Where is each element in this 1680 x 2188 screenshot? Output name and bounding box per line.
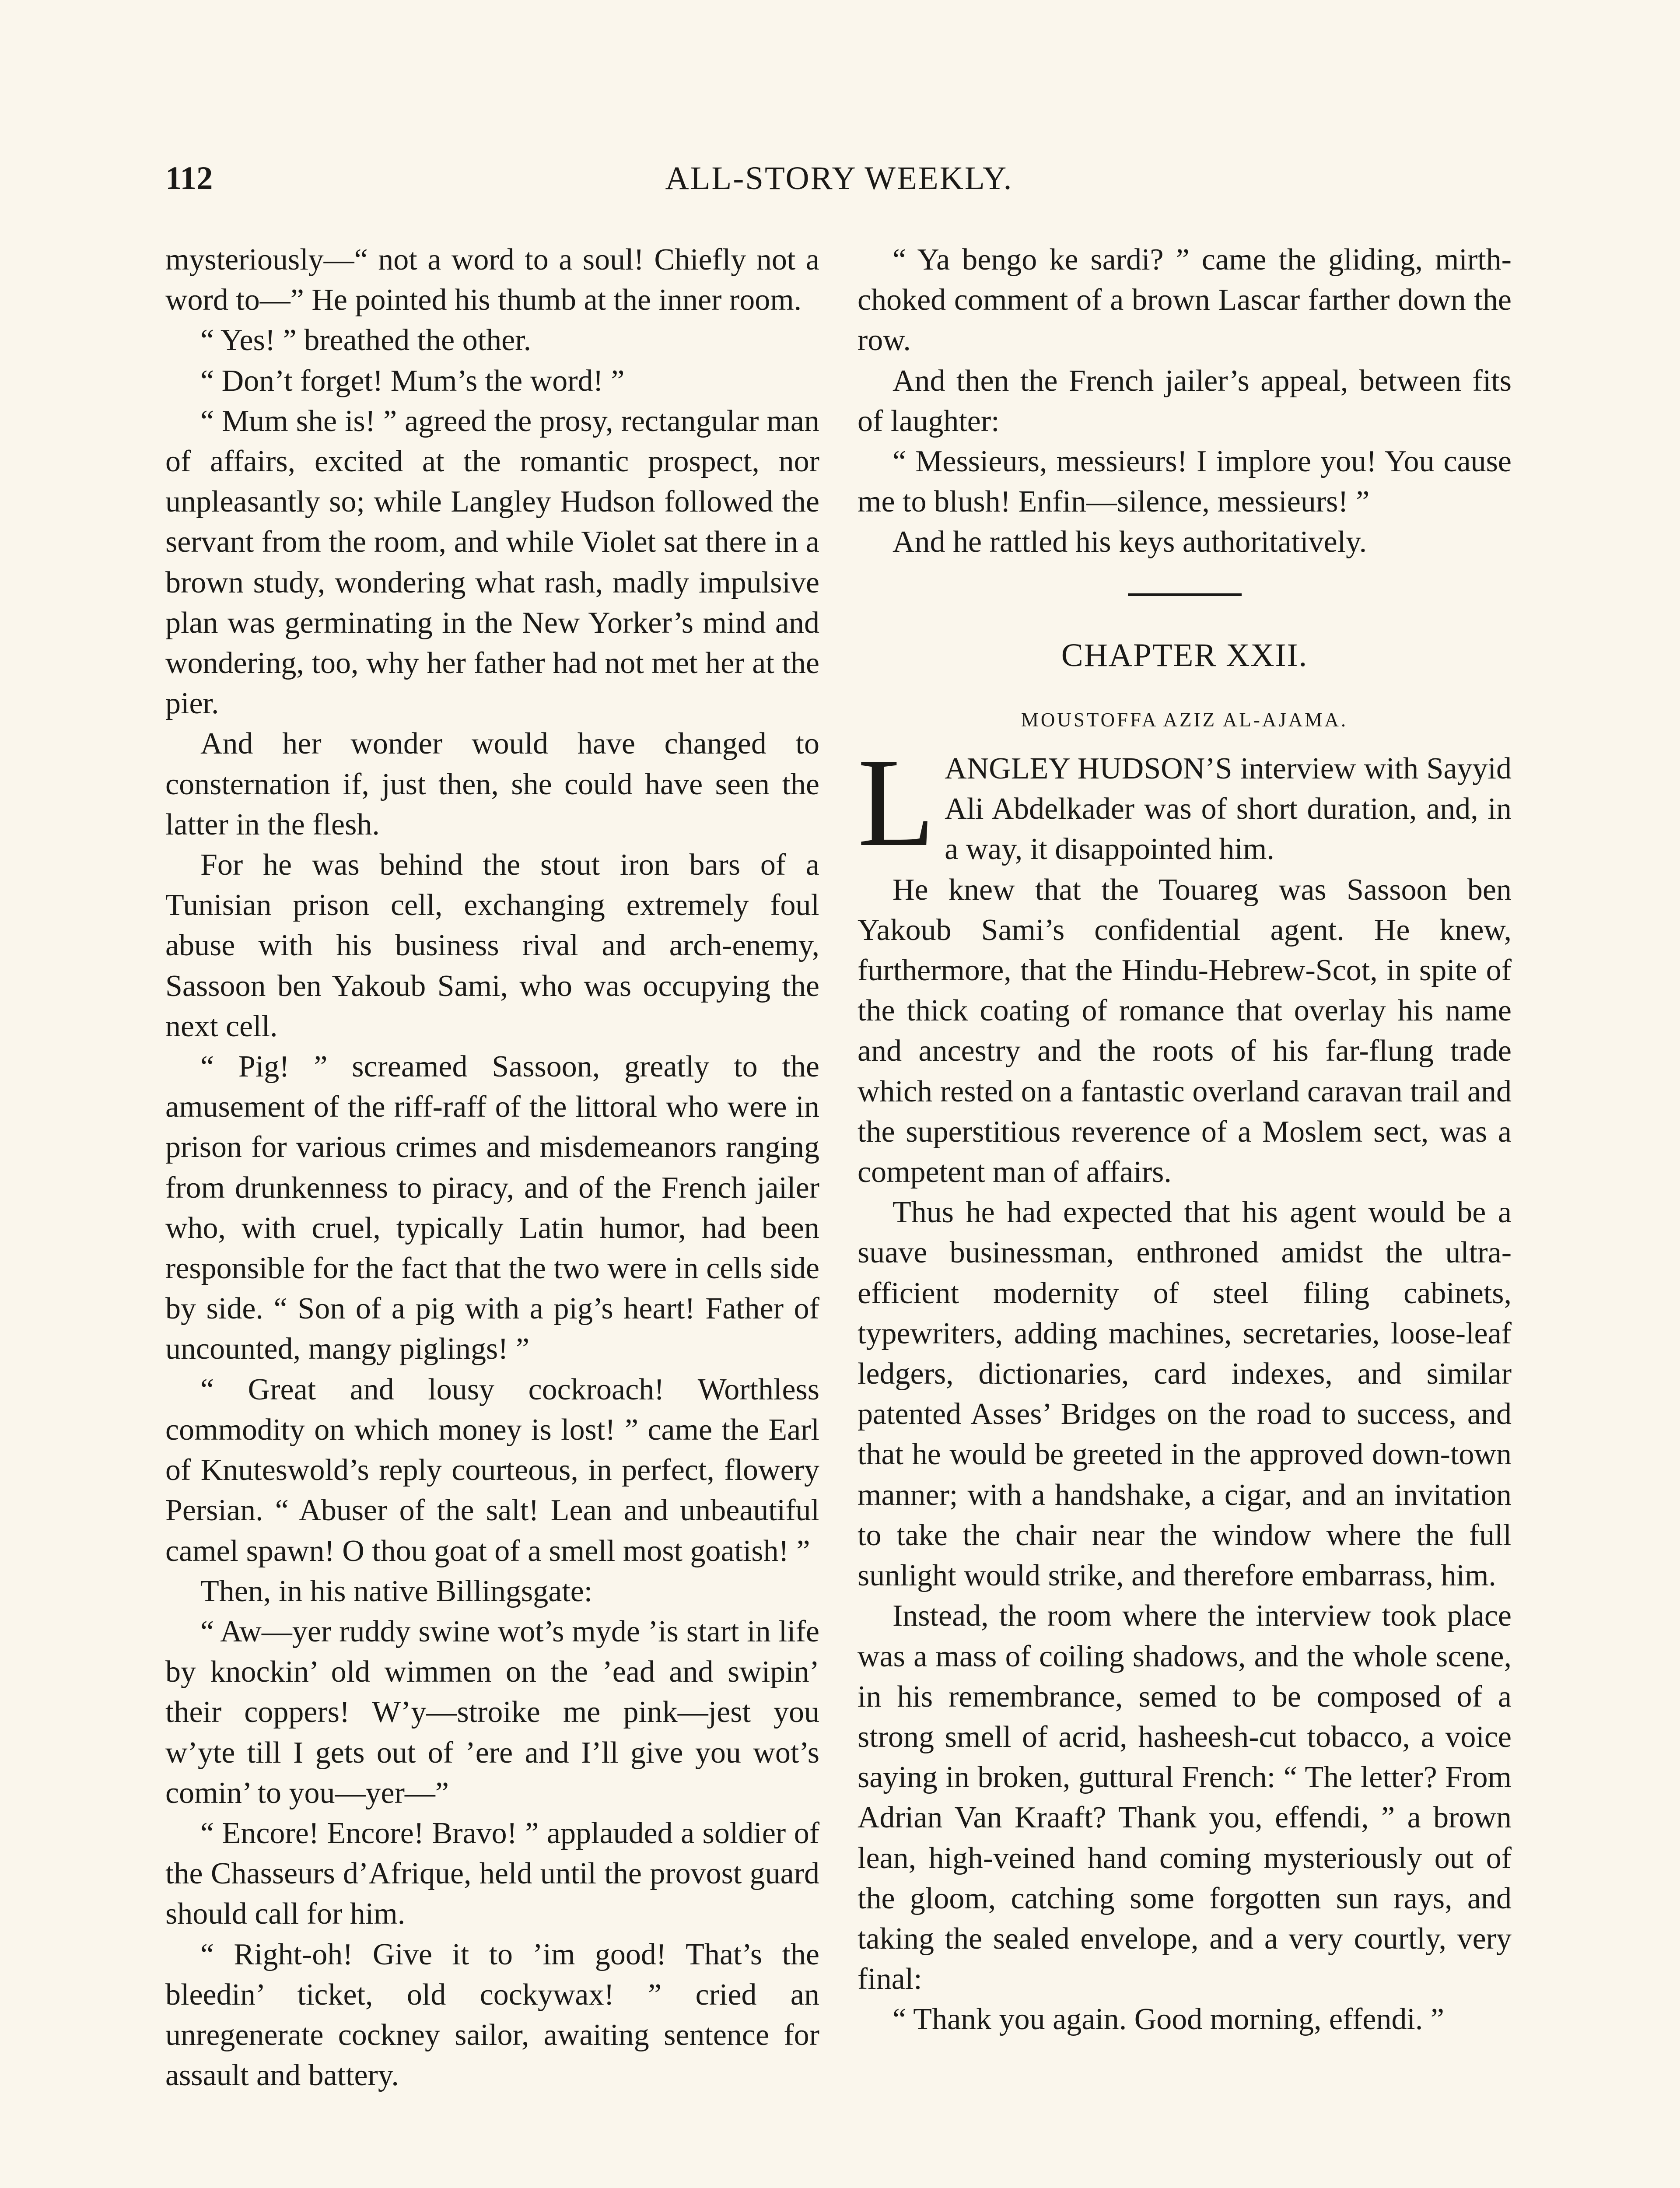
paragraph: “ Ya bengo ke sardi? ” came the gliding, mirth-choked comment of a brown Lascar farther down the row.	[858, 243, 1512, 358]
paragraph: And he rattled his keys authoritatively.	[892, 525, 1367, 559]
paragraph: Instead, the room where the interview took place was a mass of coiling shadows, and the whole scene, in his remembrance, semed to be composed of a strong smell of acrid, hasheesh-cut tobacco, a voice saying in broken, guttural French: “ The letter? From Adrian Van Kraaft? Thank you, effendi, ” a brown lean, high-veined hand coming mysteriously out of the gloom, catching some forgotten sun rays, and taking the sealed envelope, and a very courtly, very final:	[858, 1599, 1512, 1996]
paragraph: “ Aw—yer ruddy swine wot’s myde ’is start in life by knockin’ old wimmen on the ’ead and swipin’ their coppers! W’y—stroike me pink—jest you w’yte till I gets out of ’ere and I’ll give you wot’s comin’ to you—yer—”	[165, 1614, 819, 1810]
paragraph: And her wonder would have changed to consternation if, just then, she could have seen the latter in the flesh.	[165, 727, 819, 842]
paragraph: “ Don’t forget! Mum’s the word! ”	[200, 364, 625, 398]
paragraph: mysteriously—“ not a word to a soul! Chiefly not a word to—” He pointed his thumb at the inner room.	[165, 243, 819, 317]
paragraph: And then the French jailer’s appeal, between fits of laughter:	[858, 364, 1512, 438]
right-column	[858, 240, 1512, 2040]
section-divider	[1128, 593, 1242, 596]
paragraph: “ Mum she is! ” agreed the prosy, rectangular man of affairs, excited at the romantic prospect, nor unpleasantly so; while Langley Hudson followed the servant from the room, and while Violet sat there in a brown study, wondering what rash, madly impulsive plan was germinating in the New Yorker’s mind and wondering, too, why her father had not met her at the pier.	[165, 404, 819, 721]
paragraph: “ Right-oh! Give it to ’im good! That’s the bleedin’ ticket, old cockywax! ” cried an unregenerate cockney sailor, awaiting sentence for assault and battery.	[165, 1937, 819, 2093]
chapter-title: CHAPTER XXII.	[1061, 637, 1308, 673]
chapter-opening-text: ANGLEY HUDSON’S interview with Sayyid Ali Abdelkader was of short duration, and, in a way, it disappointed him.	[945, 752, 1512, 866]
paragraph: “ Thank you again. Good morning, effendi. ”	[892, 2002, 1444, 2037]
running-head: ALL-STORY WEEKLY.	[665, 160, 1013, 196]
chapter-subtitle: MOUSTOFFA AZIZ AL-AJAMA.	[1021, 708, 1348, 731]
paragraph: For he was behind the stout iron bars of a Tunisian prison cell, exchanging extremely foul abuse with his business rival and arch-enemy, Sassoon ben Yakoub Sami, who was occupying the next cell.	[165, 848, 819, 1043]
paragraph: Thus he had expected that his agent would be a suave businessman, enthroned amidst the ultra-efficient modernity of steel filing cabinets, typewriters, adding machines, secretaries, loose-leaf ledgers, dictionaries, card indexes, and similar patented Asses’ Bridges on the road to success, and that he would be greeted in the approved down-town manner; with a handshake, a cigar, and an invitation to take the chair near the window where the full sunlight would strike, and therefore embarrass, him.	[858, 1196, 1512, 1593]
paragraph: Then, in his native Billingsgate:	[200, 1574, 593, 1608]
paragraph: He knew that the Touareg was Sassoon ben Yakoub Sami’s confidential agent. He knew, furthermore, that the Hindu-Hebrew-Scot, in spite of the thick coating of romance that overlay his name and ancestry and the roots of his far-flung trade which rested on a fantastic overland caravan trail and the superstitious reverence of a Moslem sect, was a competent man of affairs.	[858, 873, 1512, 1189]
drop-cap: L	[858, 732, 935, 873]
paragraph: “ Yes! ” breathed the other.	[200, 323, 532, 358]
page-number: 112	[165, 160, 213, 196]
left-column	[165, 240, 819, 2096]
paragraph: “ Encore! Encore! Bravo! ” applauded a soldier of the Chasseurs d’Afrique, held until the provost guard should call for him.	[165, 1816, 819, 1931]
chapter-opening-paragraph	[858, 732, 1512, 873]
paragraph: “ Pig! ” screamed Sassoon, greatly to the amusement of the riff-raff of the littoral who were in prison for various crimes and misdemeanors ranging from drunkenness to piracy, and of the French jailer who, with cruel, typically Latin humor, had been responsible for the fact that the two were in cells side by side. “ Son of a pig with a pig’s heart! Father of uncounted, mangy piglings! ”	[165, 1050, 819, 1366]
paragraph: “ Great and lousy cockroach! Worthless commodity on which money is lost! ” came the Earl of Knuteswold’s reply courteous, in perfect, flowery Persian. “ Abuser of the salt! Lean and unbeautiful camel spawn! O thou goat of a smell most goatish! ”	[165, 1372, 819, 1568]
page-header	[165, 160, 1513, 208]
paragraph: “ Messieurs, messieurs! I implore you! You cause me to blush! Enfin—silence, messieurs! ”	[858, 445, 1512, 519]
